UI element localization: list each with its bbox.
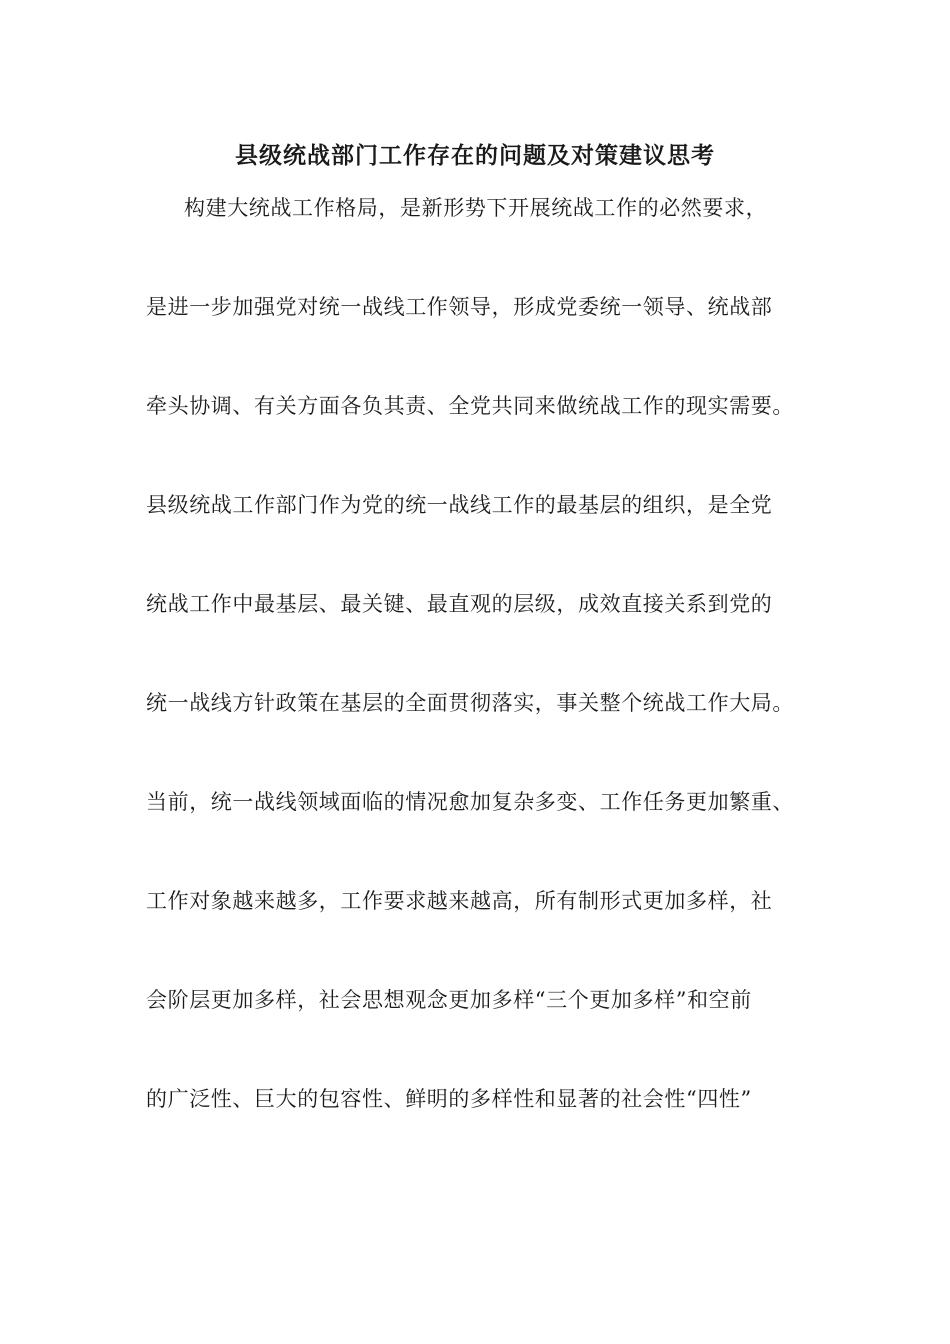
document-title: 县级统战部门工作存在的问题及对策建议思考 [235, 142, 715, 169]
body-line: 的广泛性、巨大的包容性、鲜明的多样性和显著的社会性“四性” [146, 1087, 752, 1111]
body-line: 牵头协调、有关方面各负其责、全党共同来做统战工作的现实需要。 [146, 394, 794, 418]
body-line: 统战工作中最基层、最关键、最直观的层级，成效直接关系到党的 [146, 592, 773, 616]
document-body [146, 190, 826, 1180]
body-line: 县级统战工作部门作为党的统一战线工作的最基层的组织，是全党 [146, 493, 773, 517]
body-line: 工作对象越来越多，工作要求越来越高，所有制形式更加多样，社 [146, 889, 773, 913]
body-line: 是进一步加强党对统一战线工作领导，形成党委统一领导、统战部 [146, 295, 773, 319]
body-line: 统一战线方针政策在基层的全面贯彻落实，事关整个统战工作大局。 [146, 691, 794, 715]
body-line: 当前，统一战线领域面临的情况愈加复杂多变、工作任务更加繁重、 [146, 790, 794, 814]
body-line: 构建大统战工作格局，是新形势下开展统战工作的必然要求， [184, 196, 768, 220]
body-line: 会阶层更加多样，社会思想观念更加多样“三个更加多样”和空前 [146, 988, 752, 1012]
